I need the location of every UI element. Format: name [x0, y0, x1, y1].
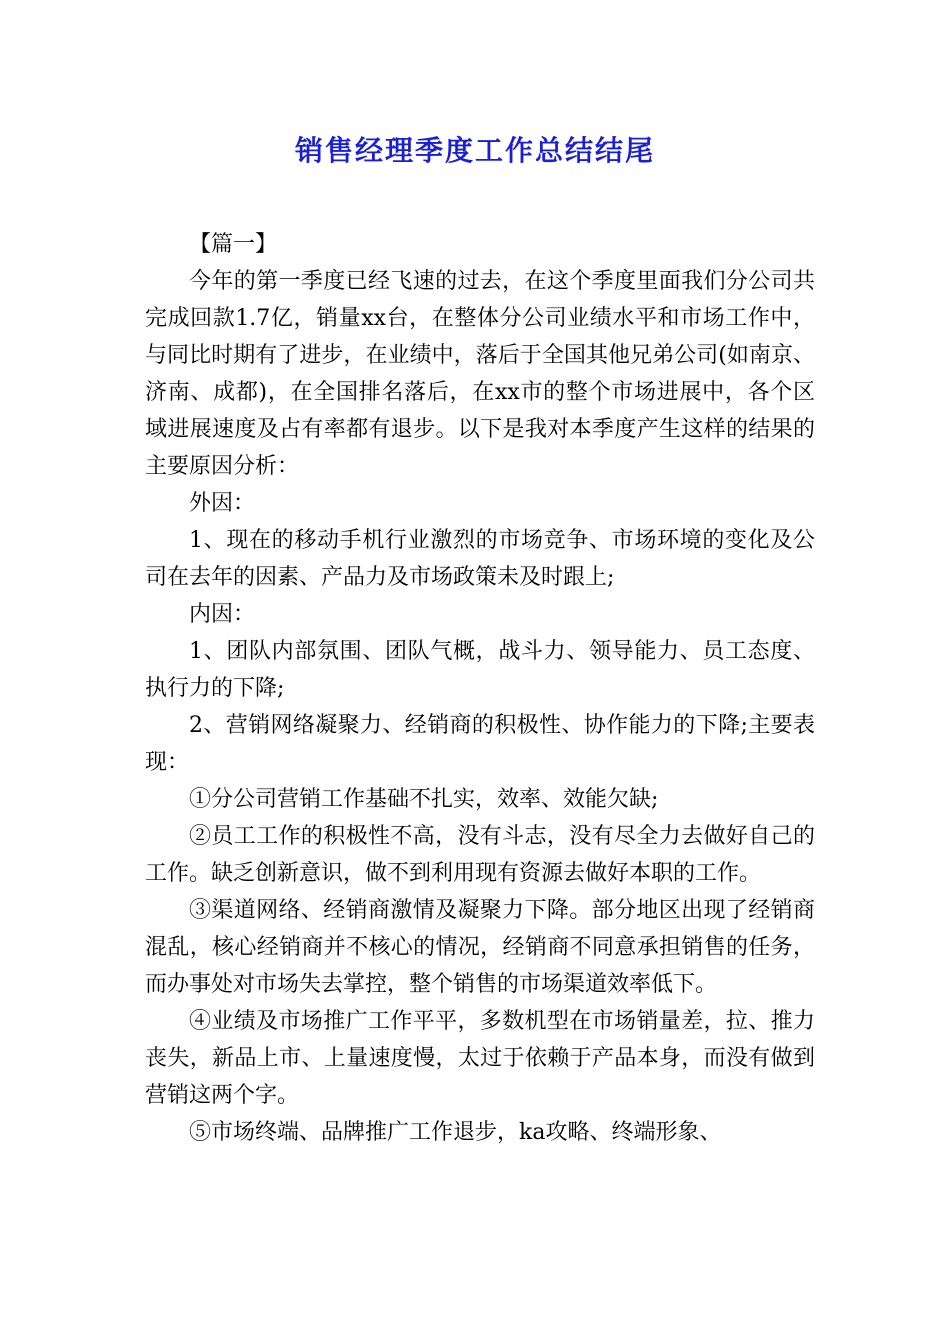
paragraph: 内因：	[189, 602, 256, 627]
paragraph: ①分公司营销工作基础不扎实，效率、效能欠缺;	[189, 787, 659, 812]
paragraph: 2、营销网络凝聚力、经销商的积极性、协作能力的下降;主要表现：	[145, 713, 815, 775]
paragraph: ⑤市场终端、品牌推广工作退步，ka攻略、终端形象、	[189, 1120, 722, 1145]
paragraph: ②员工工作的积极性不高，没有斗志，没有尽全力去做好自己的工作。缺乏创新意识，做不到利用现有资源去做好本职的工作。	[145, 824, 815, 886]
paragraph: 外因：	[189, 491, 256, 516]
paragraph: ④业绩及市场推广工作平平，多数机型在市场销量差，拉、推力丧失，新品上市、上量速度慢，太过于依赖于产品本身，而没有做到营销这两个字。	[145, 1009, 815, 1108]
document-title: 销售经理季度工作总结结尾	[294, 134, 655, 167]
section-heading: 【篇一】	[189, 232, 278, 257]
paragraph: 1、团队内部氛围、团队气概，战斗力、领导能力、员工态度、执行力的下降;	[145, 639, 815, 701]
paragraph: 1、现在的移动手机行业激烈的市场竞争、市场环境的变化及公司在去年的因素、产品力及市场政策未及时跟上;	[145, 528, 815, 590]
paragraph: 今年的第一季度已经飞速的过去，在这个季度里面我们分公司共完成回款1.7亿，销量xx台，在整体分公司业绩水平和市场工作中，与同比时期有了进步，在业绩中，落后于全国其他兄弟公司(如南京、济南、成都)，在全国排名落后，在xx市的整个市场进展中，各个区域进展速度及占有率都有退步。以下是我对本季度产生这样的结果的主要原因分析：	[145, 269, 815, 479]
paragraph: ③渠道网络、经销商激情及凝聚力下降。部分地区出现了经销商混乱，核心经销商并不核心的情况，经销商不同意承担销售的任务，而办事处对市场失去掌控，整个销售的市场渠道效率低下。	[145, 898, 815, 997]
document-body	[145, 226, 815, 1151]
